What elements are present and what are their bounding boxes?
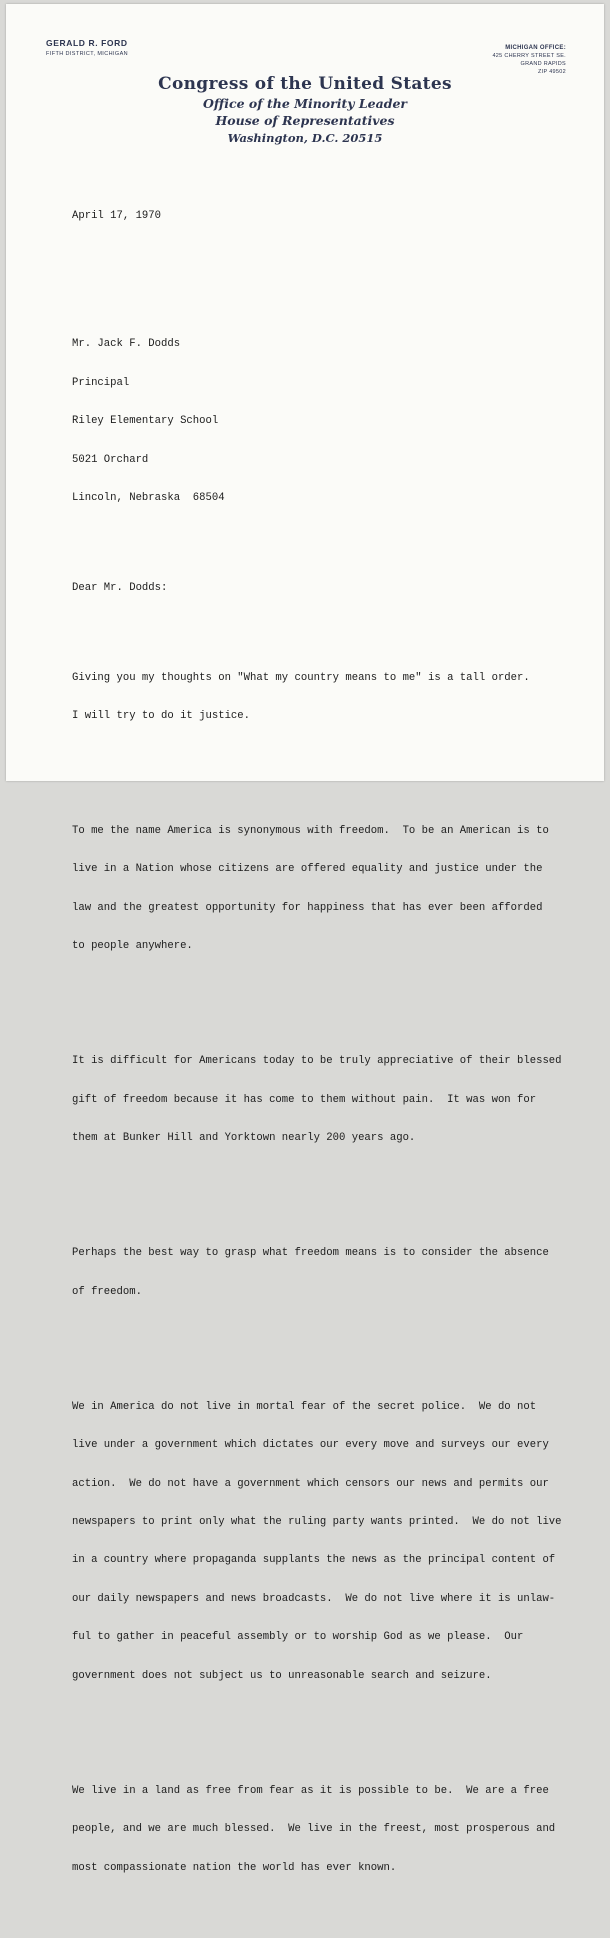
text-line: to people anywhere. — [72, 940, 193, 953]
text-line: newspapers to print only what the ruling party wants printed. We do not live — [72, 1516, 562, 1529]
salutation: Dear Mr. Dodds: — [72, 581, 168, 594]
paragraph — [72, 1222, 582, 1324]
text-line: in a country where propaganda supplants the news as the principal content of — [72, 1554, 556, 1567]
recipient-line: Principal — [72, 376, 130, 389]
text-line: them at Bunker Hill and Yorktown nearly 200 years ago. — [72, 1132, 416, 1145]
letterhead-title — [6, 74, 604, 147]
text-line: To me the name America is synonymous with freedom. To be an American is to — [72, 825, 549, 838]
text-line: We in America do not live in mortal fear of the secret police. We do not — [72, 1400, 537, 1413]
text-line: government does not subject us to unreasonable search and seizure. — [72, 1669, 492, 1682]
recipient-line: 5021 Orchard — [72, 453, 149, 466]
text-line: live in a Nation whose citizens are offered equality and justice under the — [72, 863, 543, 876]
text-line: most compassionate nation the world has ever known. — [72, 1861, 397, 1874]
paragraph — [72, 646, 582, 748]
text-line: our daily newspapers and news broadcasts. We do not live where it is unlaw- — [72, 1592, 556, 1605]
congressman-name: GERALD R. FORD — [46, 38, 128, 48]
text-line: people, and we are much blessed. We live in the freest, most prosperous and — [72, 1823, 556, 1836]
letterhead-house: House of Representatives — [215, 113, 395, 128]
paragraph — [72, 799, 582, 978]
text-line: We live in a land as free from fear as it is possible to be. We are a free — [72, 1784, 549, 1797]
district-label: FIFTH DISTRICT, MICHIGAN — [46, 51, 129, 57]
recipient-address — [72, 313, 582, 531]
letterhead-congress: Congress of the United States — [158, 74, 452, 94]
paragraph — [72, 1030, 582, 1171]
letterhead-city: Washington, D.C. 20515 — [227, 131, 383, 145]
letterhead-right — [492, 44, 566, 76]
letter-body — [72, 184, 582, 1938]
text-line: ful to gather in peaceful assembly or to worship God as we please. Our — [72, 1631, 524, 1644]
recipient-line: Lincoln, Nebraska 68504 — [72, 491, 225, 504]
office-zip: ZIP 49502 — [538, 69, 566, 75]
office-street: 425 CHERRY STREET SE. — [492, 53, 566, 59]
text-line: action. We do not have a government which censors our news and permits our — [72, 1477, 549, 1490]
text-line: I will try to do it justice. — [72, 709, 251, 722]
text-line: law and the greatest opportunity for happiness that has ever been afforded — [72, 901, 543, 914]
letterhead-left — [46, 38, 128, 57]
letter-date: April 17, 1970 — [72, 209, 162, 222]
text-line: It is difficult for Americans today to be truly appreciative of their blessed — [72, 1055, 562, 1068]
office-city: GRAND RAPIDS — [520, 61, 566, 67]
letterhead-office: Office of the Minority Leader — [203, 96, 407, 111]
text-line: Perhaps the best way to grasp what freedom means is to consider the absence — [72, 1247, 549, 1260]
office-heading: MICHIGAN OFFICE: — [505, 45, 566, 51]
text-line: of freedom. — [72, 1285, 142, 1298]
letter-sheet — [6, 4, 604, 1874]
paragraph — [72, 1759, 582, 1900]
text-line: Giving you my thoughts on "What my country means to me" is a tall order. — [72, 671, 530, 684]
recipient-line: Riley Elementary School — [72, 415, 219, 428]
paragraph — [72, 1375, 582, 1708]
text-line: gift of freedom because it has come to them without pain. It was won for — [72, 1093, 537, 1106]
text-line: live under a government which dictates our every move and surveys our every — [72, 1439, 549, 1452]
recipient-line: Mr. Jack F. Dodds — [72, 338, 181, 351]
